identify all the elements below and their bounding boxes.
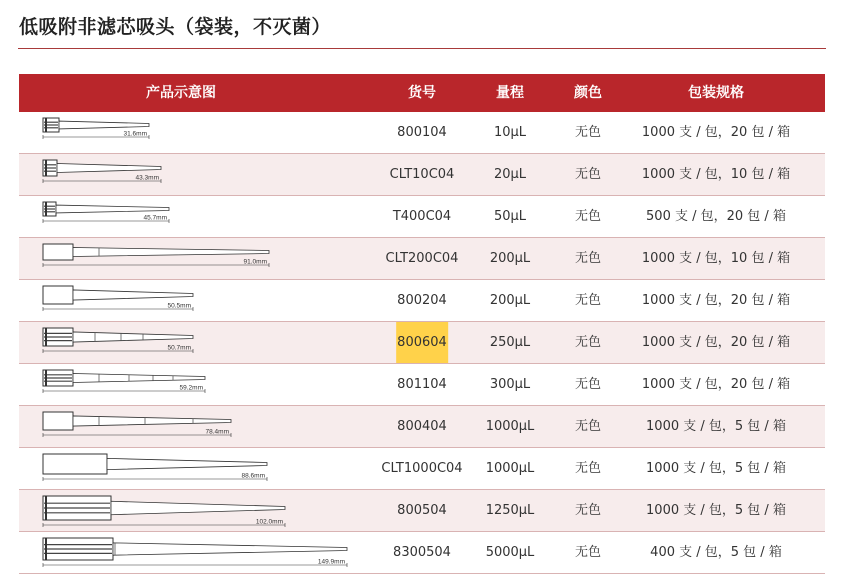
- cell-code: 800604: [396, 322, 448, 363]
- cell-color: 无色: [574, 545, 602, 560]
- cell-volume: 250µL: [489, 335, 531, 350]
- tip-image: [43, 200, 189, 232]
- tip-length-label: 78.4mm: [205, 428, 229, 436]
- product-table: [19, 74, 825, 574]
- cell-pack: 1000 支 / 包，5 包 / 箱: [646, 461, 786, 476]
- cell-code: 800504: [397, 503, 447, 518]
- table-row: [19, 322, 825, 364]
- cell-volume: 50µL: [493, 209, 527, 224]
- cell-volume: 200µL: [489, 251, 531, 266]
- tip-length-label: 102.0mm: [255, 518, 283, 526]
- tip-drawing: [43, 158, 181, 190]
- header-color: 颜色: [574, 85, 602, 101]
- tip-image: [43, 368, 225, 400]
- cell-code: 8300504: [393, 545, 451, 560]
- page-title: 低吸附非滤芯吸头（袋装，不灭菌）: [19, 16, 332, 38]
- tip-length-label: 149.9mm: [317, 558, 345, 566]
- cell-code: CLT10C04: [389, 167, 455, 182]
- tip-image: [43, 116, 169, 148]
- cell-color: 无色: [574, 503, 602, 518]
- cell-pack: 1000 支 / 包，10 包 / 箱: [641, 251, 791, 266]
- cell-color: 无色: [574, 377, 602, 392]
- table-row: [19, 406, 825, 448]
- cell-color: 无色: [574, 335, 602, 350]
- header-code: 货号: [408, 85, 436, 101]
- header-image: 产品示意图: [146, 85, 216, 101]
- header-volume: 量程: [496, 85, 524, 101]
- tip-length-label: 59.2mm: [179, 384, 203, 392]
- tip-drawing: [43, 326, 213, 358]
- tip-image: [43, 452, 287, 484]
- cell-pack: 1000 支 / 包，5 包 / 箱: [646, 419, 786, 434]
- tip-length-label: 88.6mm: [241, 472, 265, 480]
- table-row: [19, 112, 825, 154]
- table-row: [19, 490, 825, 532]
- cell-code: 800204: [397, 293, 447, 308]
- cell-volume: 20µL: [493, 167, 527, 182]
- cell-volume: 200µL: [489, 293, 531, 308]
- tip-length-label: 50.7mm: [167, 344, 191, 352]
- cell-pack: 1000 支 / 包，10 包 / 箱: [641, 167, 791, 182]
- tip-drawing: [43, 242, 289, 274]
- tip-drawing: [43, 116, 169, 148]
- tip-image: [43, 410, 251, 442]
- tip-length-label: 91.0mm: [243, 258, 267, 266]
- tip-image: [43, 536, 367, 568]
- cell-volume: 300µL: [489, 377, 531, 392]
- tip-drawing: [43, 536, 367, 568]
- tip-length-label: 43.3mm: [135, 174, 159, 182]
- cell-color: 无色: [574, 167, 602, 182]
- table-row: [19, 280, 825, 322]
- tip-image: [43, 326, 213, 358]
- cell-code: 800104: [397, 125, 447, 140]
- cell-pack: 1000 支 / 包，20 包 / 箱: [641, 293, 791, 308]
- cell-pack: 1000 支 / 包，5 包 / 箱: [646, 503, 786, 518]
- cell-pack: 500 支 / 包，20 包 / 箱: [646, 209, 786, 224]
- table-row: [19, 364, 825, 406]
- cell-pack: 400 支 / 包，5 包 / 箱: [650, 545, 782, 560]
- tip-image: [43, 158, 181, 190]
- cell-code: 800404: [397, 419, 447, 434]
- tip-image: [43, 242, 289, 274]
- tip-length-label: 50.5mm: [167, 302, 191, 310]
- tip-drawing: [43, 410, 251, 442]
- cell-code: CLT200C04: [385, 251, 459, 266]
- tip-image: [43, 284, 213, 316]
- table-body: [19, 112, 825, 574]
- cell-pack: 1000 支 / 包，20 包 / 箱: [641, 125, 791, 140]
- cell-volume: 5000µL: [485, 545, 535, 560]
- table-row: [19, 154, 825, 196]
- cell-pack: 1000 支 / 包，20 包 / 箱: [641, 335, 791, 350]
- cell-color: 无色: [574, 461, 602, 476]
- tip-image: [43, 494, 305, 526]
- cell-volume: 1250µL: [485, 503, 535, 518]
- cell-color: 无色: [574, 251, 602, 266]
- tip-drawing: [43, 452, 287, 484]
- title-divider: [18, 48, 826, 49]
- cell-volume: 1000µL: [485, 419, 535, 434]
- cell-color: 无色: [574, 209, 602, 224]
- cell-code: CLT1000C04: [381, 461, 463, 476]
- cell-volume: 1000µL: [485, 461, 535, 476]
- header-pack: 包装规格: [688, 85, 744, 101]
- cell-code: 801104: [397, 377, 447, 392]
- tip-drawing: [43, 200, 189, 232]
- cell-color: 无色: [574, 125, 602, 140]
- table-row: [19, 532, 825, 574]
- tip-drawing: [43, 494, 305, 526]
- tip-length-label: 45.7mm: [143, 214, 167, 222]
- table-row: [19, 196, 825, 238]
- table-header: [19, 74, 825, 112]
- cell-volume: 10µL: [493, 125, 527, 140]
- table-row: [19, 448, 825, 490]
- tip-drawing: [43, 284, 213, 316]
- cell-color: 无色: [574, 293, 602, 308]
- cell-pack: 1000 支 / 包，20 包 / 箱: [641, 377, 791, 392]
- table-row: [19, 238, 825, 280]
- tip-length-label: 31.6mm: [123, 130, 147, 138]
- tip-drawing: [43, 368, 225, 400]
- cell-code: T400C04: [392, 209, 452, 224]
- cell-color: 无色: [574, 419, 602, 434]
